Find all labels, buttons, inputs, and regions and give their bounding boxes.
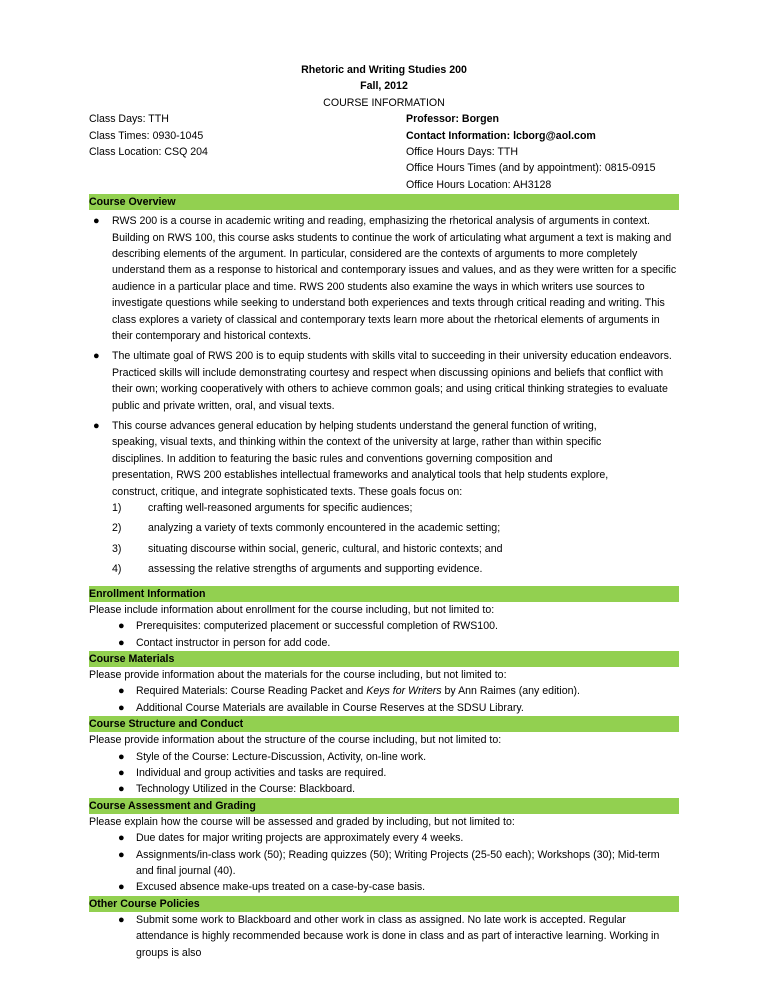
goal-text: assessing the relative strengths of arguments and supporting evidence. — [148, 563, 483, 576]
info-row — [89, 144, 679, 160]
list-item-text: Due dates for major writing projects are approximately every 4 weeks. — [136, 832, 464, 845]
section-heading-overview: Course Overview — [89, 194, 679, 210]
list-item — [89, 847, 679, 880]
list-item — [89, 912, 679, 961]
contact-info: Contact Information: lcborg@aol.com — [406, 129, 596, 142]
list-item — [89, 418, 679, 578]
class-location: Class Location: CSQ 204 — [89, 146, 208, 158]
list-item-text: by Ann Raimes (any edition). — [441, 685, 580, 698]
list-item-text: Submit some work to Blackboard and other work in class as assigned. No late work is accepted. Regular attendance is highly recommended because work is done in class and as part of interactive learning. Working in groups is also — [136, 913, 660, 959]
goal-number: 4) — [112, 563, 122, 576]
document-heading: COURSE INFORMATION — [323, 96, 445, 109]
goal-number: 1) — [112, 502, 122, 515]
list-item-text: Style of the Course: Lecture-Discussion, Activity, on-line work. — [136, 750, 427, 763]
document-page — [89, 62, 679, 961]
bullet-icon: ● — [118, 685, 125, 698]
info-row — [89, 160, 679, 176]
list-item — [89, 635, 679, 651]
text-line: disciplines. In addition to featuring the basic rules and conventions governing composition and — [112, 452, 553, 465]
list-item — [89, 618, 679, 634]
section-heading-assessment: Course Assessment and Grading — [89, 798, 679, 814]
class-days: Class Days: TTH — [89, 113, 169, 126]
info-row — [89, 177, 679, 193]
list-item-text: Individual and group activities and tasks are required. — [136, 766, 387, 779]
goals-list — [112, 500, 679, 578]
text-line: presentation, RWS 200 establishes intellectual frameworks and analytical tools that help students explore, — [112, 469, 609, 482]
professor: Professor: Borgen — [406, 113, 500, 126]
list-item-text: Prerequisites: computerized placement or successful completion of RWS100. — [136, 620, 498, 633]
class-times: Class Times: 0930-1045 — [89, 129, 204, 142]
bullet-icon: ● — [93, 420, 100, 433]
bullet-icon: ● — [118, 750, 125, 763]
list-item — [89, 700, 679, 716]
overview-paragraph-3 — [112, 418, 679, 578]
section-heading-materials: Course Materials — [89, 651, 679, 667]
bullet-icon: ● — [118, 913, 125, 926]
materials-intro: Please provide information about the materials for the course including, but not limited to: — [89, 668, 507, 681]
list-item — [89, 781, 679, 797]
bullet-icon: ● — [118, 848, 125, 861]
list-item — [89, 830, 679, 846]
goal-text: analyzing a variety of texts commonly encountered in the academic setting; — [148, 522, 501, 535]
list-item — [89, 879, 679, 895]
structure-intro: Please provide information about the structure of the course including, but not limited to: — [89, 734, 502, 747]
office-hours-times: Office Hours Times (and by appointment): 0815-0915 — [406, 162, 656, 175]
bullet-icon: ● — [118, 766, 125, 779]
goal-item — [112, 541, 679, 557]
info-row — [89, 128, 679, 144]
list-item-text: Excused absence make-ups treated on a case-by-case basis. — [136, 881, 426, 894]
enrollment-intro: Please include information about enrollment for the course including, but not limited to: — [89, 603, 495, 616]
structure-list — [89, 749, 679, 798]
list-item-text: Contact instructor in person for add code. — [136, 636, 331, 649]
overview-paragraph-1: RWS 200 is a course in academic writing and reading, emphasizing the rhetorical analysis of arguments in context. Building on RWS 100, this course asks students to continue the work of articulating what argument a text is making and describing elements of the argument. In particular, considered are the contexts of arguments to more completely understand them as a response to historical and contemporary issues and values, and as they were written for a specific audience in a particular place and time. RWS 200 students also examine the ways in which writers use sources to investigate questions while seeking to understand both experiences and texts through critical reading and writing. This class explores a variety of classical and contemporary texts learn more about the rhetorical elements of arguments in their contemporary and historical contexts. — [112, 215, 677, 343]
policies-list — [89, 912, 679, 961]
info-row — [89, 111, 679, 127]
office-hours-days: Office Hours Days: TTH — [406, 146, 519, 158]
section-heading-structure: Course Structure and Conduct — [89, 716, 679, 732]
bullet-icon: ● — [93, 215, 100, 228]
assessment-intro: Please explain how the course will be assessed and graded by including, but not limited to: — [89, 815, 515, 828]
list-item — [89, 749, 679, 765]
goal-text: situating discourse within social, generic, cultural, and historic contexts; and — [148, 542, 503, 555]
goal-item — [112, 561, 679, 577]
list-item — [89, 765, 679, 781]
goal-number: 2) — [112, 522, 122, 535]
bullet-icon: ● — [118, 881, 125, 894]
list-item-text: Assignments/in-class work (50); Reading quizzes (50); Writing Projects (25-50 each); Workshops (30); Mid-term and final journal (40). — [136, 848, 660, 877]
list-item-text: Technology Utilized in the Course: Blackboard. — [136, 783, 356, 796]
course-title: Rhetoric and Writing Studies 200 — [301, 64, 467, 76]
text-line: speaking, visual texts, and thinking within the context of the university at large, rather than within specific — [112, 436, 602, 449]
text-line: construct, critique, and integrate sophisticated texts. These goals focus on: — [112, 485, 463, 498]
goal-item — [112, 520, 679, 536]
bullet-icon: ● — [118, 832, 125, 845]
overview-paragraph-2: The ultimate goal of RWS 200 is to equip students with skills vital to succeeding in their university education endeavors. Practiced skills will include demonstrating courtesy and respect when discussing opinions and beliefs that conflict with their own; working cooperatively with others to achieve common goals; and using critical thinking strategies to evaluate public and private written, oral, and visual texts. — [112, 350, 672, 412]
goal-item — [112, 500, 679, 516]
section-heading-policies: Other Course Policies — [89, 896, 679, 912]
bullet-icon: ● — [118, 783, 125, 796]
goal-text: crafting well-reasoned arguments for specific audiences; — [148, 502, 413, 515]
overview-list — [89, 213, 679, 578]
bullet-icon: ● — [118, 701, 125, 714]
list-item — [89, 683, 679, 699]
section-heading-enrollment: Enrollment Information — [89, 586, 679, 602]
bullet-icon: ● — [93, 350, 100, 363]
list-item-text: Required Materials: Course Reading Packet and — [136, 685, 367, 698]
bullet-icon: ● — [118, 620, 125, 633]
enrollment-list — [89, 618, 679, 651]
goal-number: 3) — [112, 542, 122, 555]
bullet-icon: ● — [118, 636, 125, 649]
assessment-list — [89, 830, 679, 896]
list-item — [89, 213, 679, 344]
office-hours-location: Office Hours Location: AH3128 — [406, 178, 552, 191]
list-item — [89, 348, 679, 414]
text-line: This course advances general education by helping students understand the general function of writing, — [112, 420, 597, 433]
term: Fall, 2012 — [360, 80, 408, 93]
book-title: Keys for Writers — [366, 685, 442, 698]
materials-list — [89, 683, 679, 716]
list-item-text: Additional Course Materials are available in Course Reserves at the SDSU Library. — [136, 701, 524, 714]
